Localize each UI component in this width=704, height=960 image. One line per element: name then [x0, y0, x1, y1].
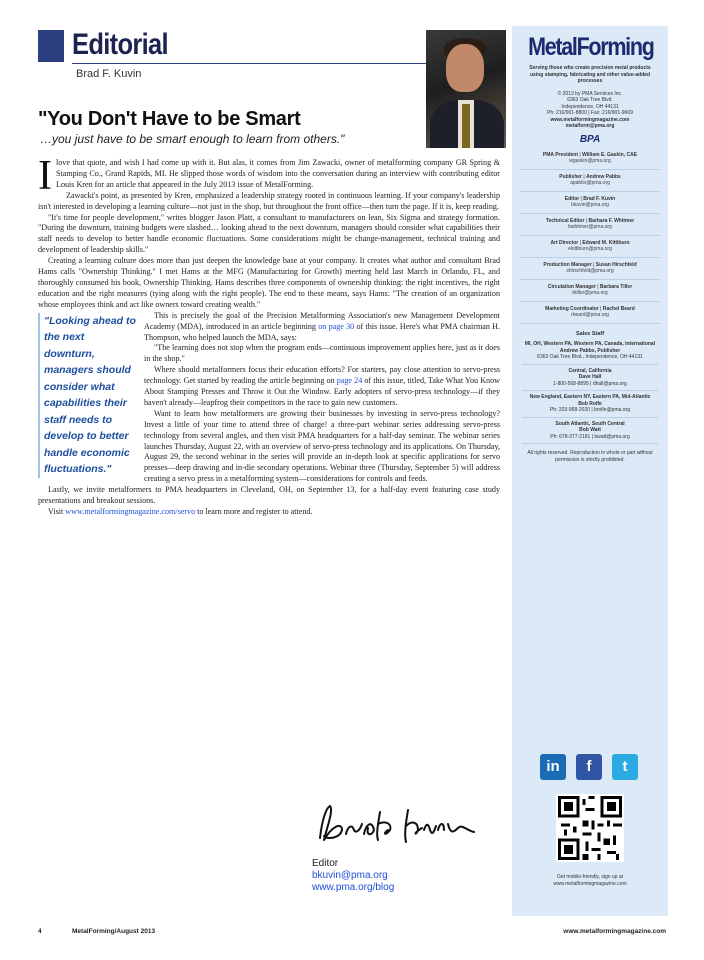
staff-name: Edward M. Kittiburo	[582, 239, 630, 246]
staff-entry: Publisher | Andrew Pabbs apabbs@pma.org	[520, 170, 660, 192]
signature	[312, 800, 492, 850]
sales-region: New England, Eastern NY, Eastern PA, Mid-Atlantic	[529, 394, 651, 400]
staff-name: Rachel Beard	[602, 305, 635, 312]
copyright-note: All rights reserved. Reproduction in whole or part without permission is strictly prohibited.	[527, 450, 653, 463]
editor-email-link[interactable]: bkuvin@pma.org	[312, 870, 388, 881]
magazine-logo: MetalForming	[528, 33, 654, 61]
staff-entry: Circulation Manager | Barbara Tiller btiller@pma.org	[520, 280, 660, 302]
page-link[interactable]: on page 30	[318, 321, 355, 331]
address-block: © 2013 by PMA Services Inc. 6363 Oak Tree Blvd. Independence, OH 44131 Ph: 216/901-8800 | Fax: 216/901-9669 www.metalformingmagazine.com metalform@pma.org	[526, 91, 654, 130]
staff-entry: Production Manager | Susan Hirschfeld shirschfeld@pma.org	[520, 258, 660, 280]
page-number: 4	[38, 928, 42, 935]
byline: Brad F. Kuvin	[76, 68, 142, 80]
staff-email[interactable]: ekittiburo@pma.org	[568, 246, 612, 252]
blog-link[interactable]: www.pma.org/blog	[312, 882, 395, 893]
paragraph: Lastly, we invite metalformers to PMA headquarters in Cleveland, OH, on September 13, for a half-day event featuring case study presentations and breakout sessions.	[38, 485, 500, 506]
staff-entry: Art Director | Edward M. Kittiburo ekittiburo@pma.org	[520, 236, 660, 258]
staff-email[interactable]: bwhitmer@pma.org	[568, 224, 612, 230]
staff-email[interactable]: shirschfeld@pma.org	[566, 268, 614, 274]
paragraph: Zawacki's point, as presented by Kren, emphasized a leadership strategy rooted in continuous learning. If your company's leadership isn't interested in developing a learning culture—not just in the shop, but throughout the front office—then turn the page. If it is, keep reading.	[38, 190, 500, 211]
masthead-sidebar	[512, 26, 668, 916]
sales-name: Bob Watt	[579, 427, 601, 433]
sales-region: MI, OH, Western PA, Western PA, Canada, International	[524, 341, 656, 347]
sales-list	[512, 338, 668, 444]
sales-region: South Atlantic, South Central	[555, 420, 625, 427]
staff-email[interactable]: wgaskin@pma.org	[569, 158, 611, 164]
signature-role: Editor	[312, 858, 339, 869]
author-photo	[426, 30, 506, 148]
linkedin-icon[interactable]: in	[540, 754, 566, 780]
drop-cap: I	[38, 153, 52, 199]
servo-link[interactable]: www.metalformingmagazine.com/servo	[65, 507, 196, 516]
paragraph: Where should metalformers focus their education efforts? For starters, pay close attention to servo-press technology. Get started by reading the article beginning on page 24 of this issue, titled, Take What You Know About Stamping Presses and Throw it Out the Window. Early adopters of servo-press technology—if they haven't already—leapfrog their competitors in the race to gain new customers.	[144, 365, 500, 407]
sales-entry	[522, 365, 658, 392]
staff-name: William E. Gaskin, CAE	[582, 151, 638, 158]
sales-name: Bob Rolfe	[578, 400, 602, 407]
staff-email[interactable]: apabbs@pma.org	[570, 180, 610, 186]
sales-entry	[522, 338, 658, 365]
sales-contact: Ph: 678-377-2181 | bwatt@pma.org	[550, 433, 630, 440]
sales-contact: 6363 Oak Tree Blvd., Independence, OH 44131	[537, 354, 643, 360]
staff-name: Andrew Pabbs	[586, 173, 621, 180]
bpa-logo: BPA	[579, 133, 601, 145]
website-link[interactable]: www.metalformingmagazine.com	[550, 116, 630, 123]
staff-entry: Technical Editor | Barbara F. Whitmer bwhitmer@pma.org	[520, 214, 660, 236]
staff-role: Technical Editor	[545, 217, 585, 224]
sales-name: Andrew Pabbs, Publisher	[559, 347, 621, 354]
staff-name: Susan Hirschfeld	[595, 261, 637, 268]
staff-email[interactable]: bkuvin@pma.org	[571, 202, 609, 208]
headline: "You Don't Have to be Smart	[38, 108, 301, 130]
paragraph: "The learning does not stop when the program ends—continuous improvement applies here, just as it does in the shop."	[144, 343, 500, 364]
paragraph: "It's time for people development," writes blogger Jason Platt, a consultant to manufacturers on lean, Six Sigma and strategy formation. "During the downturn, training budgets were slashed… looking ahead to the next downturn, managers should consider what capabilities their staff needs to develop to better handle economic fluctuations. Some considerations might be change-management, technical training and development of leadership skills."	[38, 212, 500, 255]
staff-role: Editor	[564, 195, 580, 202]
issue-label: MetalForming/August 2013	[72, 928, 156, 935]
staff-name: Brad F. Kuvin	[583, 195, 616, 202]
sales-region: Central, California	[568, 367, 612, 374]
page-footer	[38, 928, 666, 940]
section-color-bar	[38, 30, 64, 62]
contact-email[interactable]: metalform@pma.org	[565, 123, 615, 129]
staff-entry: Editor | Brad F. Kuvin bkuvin@pma.org	[520, 192, 660, 214]
staff-name: Barbara Tiller	[600, 283, 633, 290]
sales-contact: Ph: 203-968-2020 | brolfe@pma.org	[549, 407, 631, 413]
paragraph: This is precisely the goal of the Precision Metalforming Association's new Management Development Academy (MDA), introduced in an article beginning on page 30 of this issue. Here's what PMA chairman H. Thompson, who helped launch the MDA, says:	[144, 310, 501, 342]
staff-list	[512, 148, 668, 324]
paragraph: Creating a learning culture does more than just deepen the knowledge base at your company. It creates what author and consultant Brad Hams calls "Ownership Thinking." I met Hams at the MFG (Manufacturing for Growth) meeting held last March in Orlando, FL, and thoroughly consumed his book, Ownership Thinking. Hams describes three components of ownership thinking: the right incentives, the right education and the right measures (tying along with the right people). The end to these means, says Hams: "The creation of an organization whose employees think and act like owners toward creating wealth."	[38, 256, 500, 309]
social-icons	[540, 754, 640, 780]
qr-code[interactable]	[556, 794, 624, 862]
article-body	[38, 153, 501, 518]
paragraph: Visit www.metalformingmagazine.com/servo to learn more and register to attend.	[48, 507, 313, 516]
footer-site-link[interactable]: www.metalformingmagazine.com	[563, 928, 666, 935]
twitter-icon[interactable]: t	[612, 754, 638, 780]
staff-role: Publisher	[559, 173, 582, 180]
sales-heading: Sales Staff	[575, 330, 605, 337]
staff-email[interactable]: rbeard@pma.org	[571, 312, 609, 318]
sales-name: Dave Hall	[578, 374, 602, 380]
section-divider	[72, 63, 452, 64]
sales-entry	[522, 391, 658, 418]
staff-entry: PMA President | William E. Gaskin, CAE wgaskin@pma.org	[520, 148, 660, 170]
staff-role: Circulation Manager	[547, 283, 596, 290]
pull-quote: "Looking ahead to the next downturn, managers should consider what capabilities their staff needs to develop to better handle economic fluctuations."	[38, 313, 136, 478]
staff-entry: Marketing Coordinator | Rachel Beard rbeard@pma.org	[520, 302, 660, 324]
paragraph: Ilove that quote, and wish I had come up with it. But alas, it comes from Jim Zawacki, owner of metalforming company GR Spring & Stamping Co., Grand Rapids, MI. He slipped those words of wisdom into the conversation during an interview with contributing editor Louis Kren for an article that appeared in the July 2013 issue of MetalForming.	[38, 153, 500, 199]
tagline: Serving those who create precision metal products using stamping, fabricating and other value-added processes	[529, 65, 651, 84]
staff-role: PMA President	[542, 151, 579, 158]
facebook-icon[interactable]: f	[576, 754, 602, 780]
sales-contact: 1-800-568-8895 | dhall@pma.org	[553, 380, 627, 387]
paragraph: Want to learn how metalformers are growing their businesses by investing in servo-press technology? Invest a little of your time to attend three of charge! a three-part webinar series addressing servo-press technology from several angles, and then visit PMA headquarters for a half-day seminar. The webinar series launches Thursday, August 22, with an overview of servo-press technology and its applications. On Thursday, August 29, the second webinar in the series will provide an in-depth look at specific applications for servo presses—deep drawing and in-die secondary operations. Webinar three (Thursday, September 5) will address creating a servo press in a metalforming system—considerations for controls and feeds.	[144, 408, 500, 484]
staff-name: Barbara F. Whitmer	[588, 217, 635, 224]
staff-role: Art Director	[550, 239, 579, 246]
subheadline: …you just have to be smart enough to learn from others."	[40, 132, 345, 146]
qr-caption: Get mobile-friendly, sign up at www.metalformingmagazine.com	[553, 874, 627, 887]
staff-email[interactable]: btiller@pma.org	[572, 290, 608, 296]
sales-entry	[522, 418, 658, 445]
page-link[interactable]: page 24	[336, 376, 363, 386]
signature-block	[312, 858, 394, 894]
staff-role: Production Manager	[543, 261, 592, 268]
staff-role: Marketing Coordinator	[545, 305, 599, 312]
section-title: Editorial	[72, 28, 168, 61]
